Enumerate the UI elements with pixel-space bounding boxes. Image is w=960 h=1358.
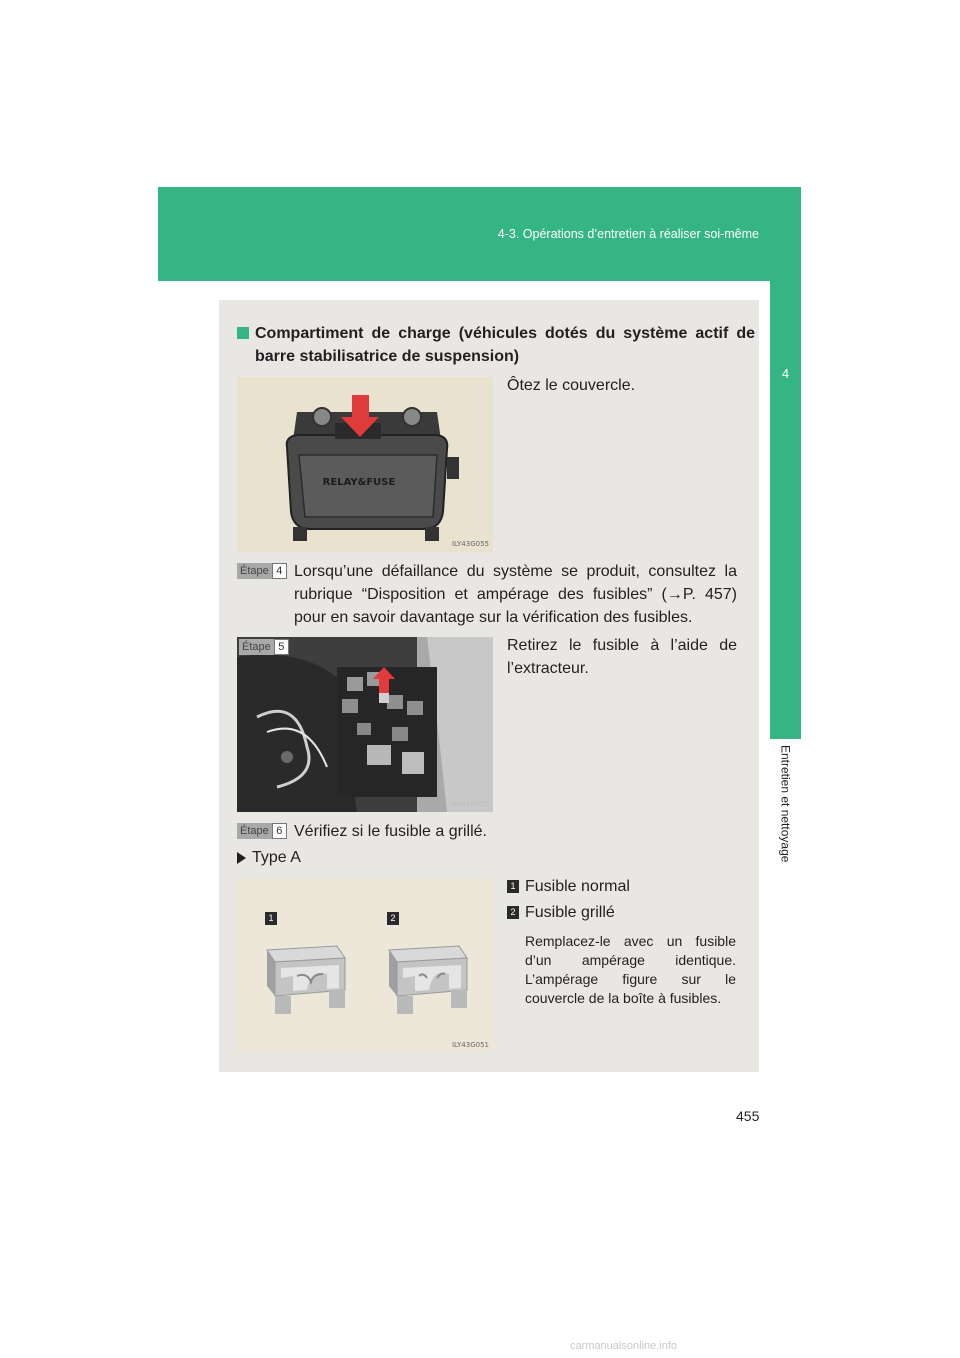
fuse-comparison-illustration xyxy=(237,878,493,1053)
replacement-note: Remplacez-le avec un fusible d’un ampérage identique. L’ampérage figure sur le couvercle de la boîte à fusibles. xyxy=(525,933,736,1006)
illustration-code: ILY43G055 xyxy=(451,540,489,548)
step-number: 4 xyxy=(272,563,287,579)
step-4-badge xyxy=(237,563,287,579)
step-label: Étape xyxy=(237,823,272,839)
square-bullet-icon xyxy=(237,327,249,339)
step-label: Étape xyxy=(237,563,272,579)
relay-fuse-label: RELAY&FUSE xyxy=(322,477,396,488)
fuse-puller-illustration xyxy=(237,637,493,812)
fuse-number-badge: 2 xyxy=(387,912,399,925)
illustration-code: ILY43G051 xyxy=(451,1041,489,1049)
type-a-label: Type A xyxy=(252,849,301,866)
section-heading-text: Compartiment de charge (véhicules dotés du système actif de barre stabilisatrice de suspension) xyxy=(255,325,755,365)
step-6-text: Vérifiez si le fusible a grillé. xyxy=(294,823,487,840)
step-number: 5 xyxy=(274,639,289,655)
page-number: 455 xyxy=(736,1108,760,1124)
step-number: 6 xyxy=(272,823,287,839)
legend-number-badge: 1 xyxy=(507,880,519,893)
chapter-side-label xyxy=(770,744,801,864)
fuse-comparison-drawing xyxy=(237,878,493,1053)
fuse-number-badge: 1 xyxy=(265,912,277,925)
triangle-bullet-icon xyxy=(237,852,246,864)
fuse-box-cover-drawing xyxy=(237,377,493,552)
step-5-text: Retirez le fusible à l’aide de l’extracteur. xyxy=(507,637,737,677)
legend-number-badge: 2 xyxy=(507,906,519,919)
chapter-header xyxy=(158,187,801,281)
fuse-box-cover-illustration xyxy=(237,377,493,552)
section-heading xyxy=(237,322,755,368)
step-5-badge xyxy=(239,639,289,655)
watermark: carmanualsonline.info xyxy=(570,1340,678,1352)
chapter-number: 4 xyxy=(781,366,790,381)
step-label: Étape xyxy=(239,639,274,655)
chapter-side-tab xyxy=(770,281,801,739)
legend-blown-fuse: Fusible grillé xyxy=(525,904,615,921)
chapter-side-label-text: Entretien et nettoyage xyxy=(778,745,793,863)
step-6-badge xyxy=(237,823,287,839)
content-panel xyxy=(219,300,759,1072)
step-4-text: Lorsqu’une défaillance du système se produit, consultez la rubrique “Disposition et ampérage des fusibles” (→P. 457) pour en savoir davantage sur la vérification des fusibles. xyxy=(294,563,737,626)
type-a-line xyxy=(237,846,537,869)
fuse-puller-drawing xyxy=(237,637,493,812)
illustration-code: ILY43G050 xyxy=(451,800,489,808)
remove-cover-instruction: Ôtez le couvercle. xyxy=(507,377,636,394)
chapter-title: 4-3. Opérations d’entretien à réaliser soi-même xyxy=(497,227,759,241)
legend-normal-fuse: Fusible normal xyxy=(525,878,630,895)
